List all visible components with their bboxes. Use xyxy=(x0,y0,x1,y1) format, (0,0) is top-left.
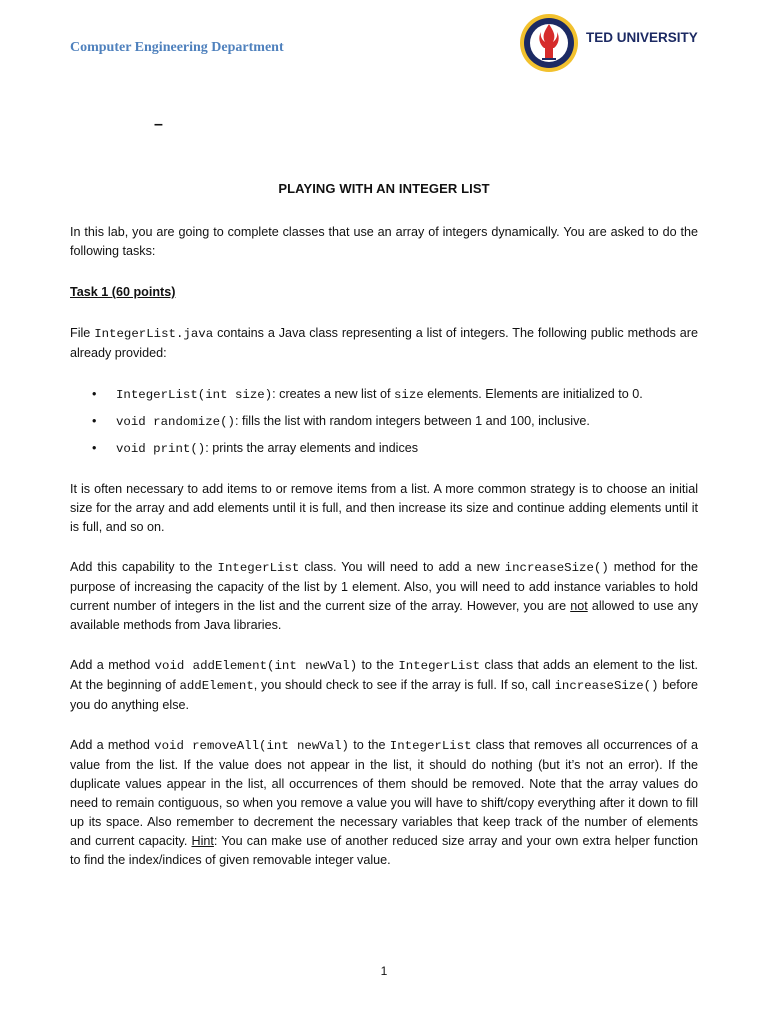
code-method: void randomize() xyxy=(116,415,235,429)
add-element-paragraph xyxy=(70,656,698,715)
intro-paragraph xyxy=(70,223,698,261)
text-run: class that removes all occurrences of a value from the list. If the value does not appear in the list, it should do nothing (but it’s not an error). If the duplicate values appear in the list, all occurrences of them should be removed. Note that the array values do need to remain contiguous, so when you remove a value you will have to shift/copy everything after it down to fill up its space. Also remember to decrement the necessary variables that keep track of the number of elements and current capacity. xyxy=(70,738,698,848)
bullet-icon: • xyxy=(92,414,97,428)
code-inline: IntegerList xyxy=(398,659,481,673)
list-item xyxy=(92,412,692,439)
file-paragraph xyxy=(70,324,698,363)
text-run: File xyxy=(70,326,95,340)
text-run: : prints the array elements and indices xyxy=(205,441,419,455)
text-run: allowed to use any available methods from Java libraries. xyxy=(70,599,698,632)
code-method: void print() xyxy=(116,442,206,456)
code-filename: IntegerList.java xyxy=(94,327,214,341)
code-inline: void addElement(int newVal) xyxy=(154,659,358,673)
strategy-paragraph xyxy=(70,480,698,537)
text-run: to the xyxy=(357,658,399,672)
document-title: PLAYING WITH AN INTEGER LIST xyxy=(278,181,490,196)
separator-dash: – xyxy=(154,116,163,133)
list-item xyxy=(92,385,692,412)
intro-text: In this lab, you are going to complete classes that use an array of integers dynamically. You are asked to do the following tasks: xyxy=(70,225,698,258)
remove-all-paragraph xyxy=(70,736,698,870)
text-run: elements. Elements are initialized to 0. xyxy=(423,387,643,401)
code-inline: increaseSize() xyxy=(504,561,609,575)
code-method: IntegerList(int size) xyxy=(116,388,273,402)
text-run: Add a method xyxy=(70,658,155,672)
text-run: class. You will need to add a new xyxy=(299,560,505,574)
underlined-word: not xyxy=(570,599,588,613)
underlined-word: Hint xyxy=(191,834,214,848)
list-item xyxy=(92,439,692,466)
text-run: : You can make use of another reduced size array and your own extra helper function to find the index/indices of given removable integer value. xyxy=(70,834,698,867)
code-inline: IntegerList xyxy=(389,739,472,753)
code-inline: size xyxy=(393,388,424,402)
text-run: Add a method xyxy=(70,738,155,752)
capability-paragraph xyxy=(70,558,698,635)
university-logo xyxy=(518,12,698,74)
text-run: before you do anything else. xyxy=(70,678,698,712)
method-list xyxy=(92,385,692,466)
bullet-icon: • xyxy=(92,441,97,455)
text-run: method for the purpose of increasing the capacity of the list by 1 element. Also, you will need to add instance variables to hold current number of integers in the list and the current size of the array. However, you are xyxy=(70,560,698,613)
text-run: , you should check to see if the array is full. If so, call xyxy=(253,678,555,692)
task1-heading: Task 1 (60 points) xyxy=(70,285,176,299)
text-run: : creates a new list of xyxy=(272,387,394,401)
code-inline: addElement xyxy=(179,679,254,693)
text-run: contains a Java class representing a list of integers. The following public methods are already provided: xyxy=(70,326,698,360)
text-run: to the xyxy=(349,738,390,752)
code-inline: increaseSize() xyxy=(554,679,659,693)
department-header: Computer Engineering Department xyxy=(70,40,284,55)
university-seal-icon xyxy=(518,12,580,74)
text-run: Add this capability to the xyxy=(70,560,218,574)
page-number: 1 xyxy=(380,964,388,978)
text-run: class that adds an element to the list. At the beginning of xyxy=(70,658,698,692)
bullet-icon: • xyxy=(92,387,97,401)
code-inline: void removeAll(int newVal) xyxy=(154,739,349,753)
strategy-text: It is often necessary to add items to or remove items from a list. A more common strategy is to choose an initial size for the array and add elements until it is full, and then increase its size and continue adding elements until it is full, and so on. xyxy=(70,482,698,534)
code-inline: IntegerList xyxy=(217,561,300,575)
university-name: TED UNIVERSITY xyxy=(586,30,698,45)
text-run: : fills the list with random integers between 1 and 100, inclusive. xyxy=(234,414,590,428)
